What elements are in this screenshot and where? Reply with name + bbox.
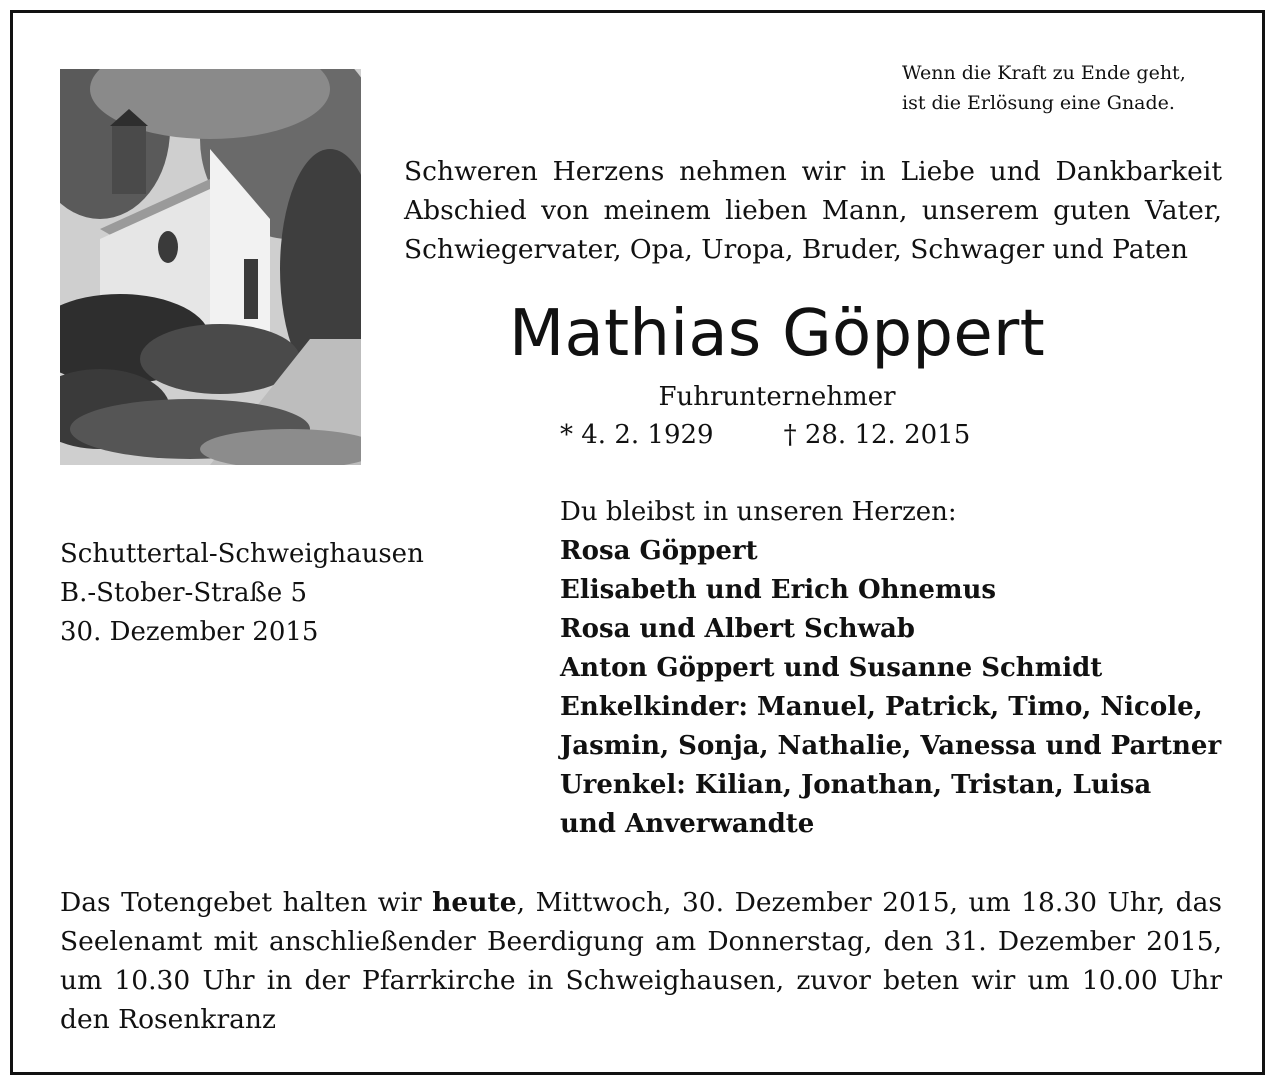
address-street: B.-Stober-Straße 5 xyxy=(60,578,308,608)
mourner-line: Elisabeth und Erich Ohnemus xyxy=(560,575,997,605)
service-text-rest: , Mittwoch, 30. Dezember 2015, um 18.30 Uhr, das Seelenamt mit anschließender Beerdigung am Donnerstag, den 31. Dezember 2015, um 10.30 Uhr in der Pfarrkirche in Schweighausen, zuvor beten wir um 10.00 Uhr den Rosenkranz xyxy=(60,887,1222,1035)
motto-quote xyxy=(902,58,1222,118)
mourner-line: Rosa Göppert xyxy=(560,536,758,566)
motto-line-1: Wenn die Kraft zu Ende geht, xyxy=(902,62,1186,84)
mourners-lead: Du bleibst in unseren Herzen: xyxy=(560,497,957,527)
mourner-line: Jasmin, Sonja, Nathalie, Vanessa und Partner xyxy=(560,731,1222,761)
address-date: 30. Dezember 2015 xyxy=(60,617,319,647)
address-town: Schuttertal-Schweighausen xyxy=(60,539,424,569)
motto-line-2: ist die Erlösung eine Gnade. xyxy=(902,92,1175,114)
deceased-profession: Fuhrunternehmer xyxy=(658,382,896,412)
service-text-start: Das Totengebet halten wir xyxy=(60,887,433,918)
service-details xyxy=(60,883,1222,1039)
mourner-line: Rosa und Albert Schwab xyxy=(560,614,915,644)
address-block xyxy=(60,535,480,652)
service-text-bold: heute xyxy=(432,887,517,918)
death-date: † 28. 12. 2015 xyxy=(783,420,971,450)
chapel-photo xyxy=(60,69,361,465)
intro-text: Schweren Herzens nehmen wir in Liebe und Dankbarkeit Abschied von meinem lieben Mann, unserem guten Vater, Schwiegervater, Opa, Uropa, Bruder, Schwager und Paten xyxy=(404,156,1222,265)
mourner-line: Urenkel: Kilian, Jonathan, Tristan, Luisa xyxy=(560,770,1152,800)
deceased-name: Mathias Göppert xyxy=(508,297,1046,371)
mourner-line: und Anverwandte xyxy=(560,809,815,839)
mourner-line: Enkelkinder: Manuel, Patrick, Timo, Nicole, xyxy=(560,692,1203,722)
mourners-list xyxy=(560,493,1240,844)
life-dates xyxy=(560,418,1060,452)
mourner-line: Anton Göppert und Susanne Schmidt xyxy=(560,653,1103,683)
birth-date: * 4. 2. 1929 xyxy=(560,420,714,450)
